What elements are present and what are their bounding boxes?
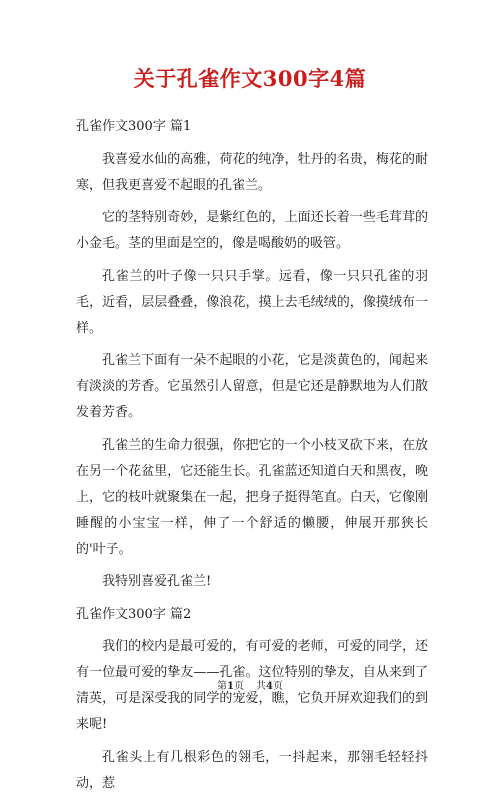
paragraph: 孔雀兰的生命力很强，你把它的一个小枝叉砍下来，在放在另一个花盆里，它还能生长。孔雀蓝还知道白天和黑夜，晚上，它的枝叶就聚集在一起，把身子挺得笔直。白天，它像刚睡醒的小宝宝一样，伸了一个舒适的懒腰，伸展开那狭长的'叶子。 (76, 437, 428, 557)
page-unit: 页 (234, 681, 244, 692)
paragraph: 我们的校内是最可爱的，有可爱的老师，可爱的同学，还有一位最可爱的挚友——孔雀。这位特别的挚友，自从来到了清英，可是深受我的同学的宠爱，瞧，它负开屏欢迎我们的到来呢! (76, 639, 428, 732)
total-unit: 页 (272, 681, 283, 692)
paragraph: 我喜爱水仙的高雅，荷花的纯净，牡丹的名贵，梅花的耐寒，但我更喜爱不起眼的孔雀兰。 (76, 151, 428, 193)
page-prefix: 第 (217, 681, 228, 692)
section-heading: 孔雀作文300字 篇2 (76, 606, 192, 622)
page-footer (0, 679, 500, 695)
paragraph: 孔雀头上有几根彩色的翎毛，一抖起来，那翎毛轻轻抖动，惹 (76, 749, 428, 791)
total-pages: 4 (266, 681, 273, 692)
total-prefix: 共 (256, 681, 266, 692)
paragraph: 孔雀兰的叶子像一只只手掌。远看，像一只只孔雀的羽毛，近看，层层叠叠，像浪花，摸上去毛绒绒的，像摸绒布一样。 (76, 268, 428, 336)
section-heading: 孔雀作文300字 篇1 (76, 119, 192, 134)
page-number: 1 (227, 681, 234, 692)
document-title: 关于孔雀作文300字4篇 (133, 66, 367, 91)
paragraph: 我特别喜爱孔雀兰! (102, 574, 212, 589)
document-body (76, 114, 428, 803)
paragraph: 孔雀兰下面有一朵不起眼的小花，它是淡黄色的，闻起来有淡淡的芳香。它虽然引人留意，但是它还是静默地为人们散发着芳香。 (76, 353, 428, 420)
paragraph: 它的茎特别奇妙，是紫红色的，上面还长着一些毛茸茸的小金毛。茎的里面是空的，像是喝酸奶的吸管。 (76, 210, 428, 251)
